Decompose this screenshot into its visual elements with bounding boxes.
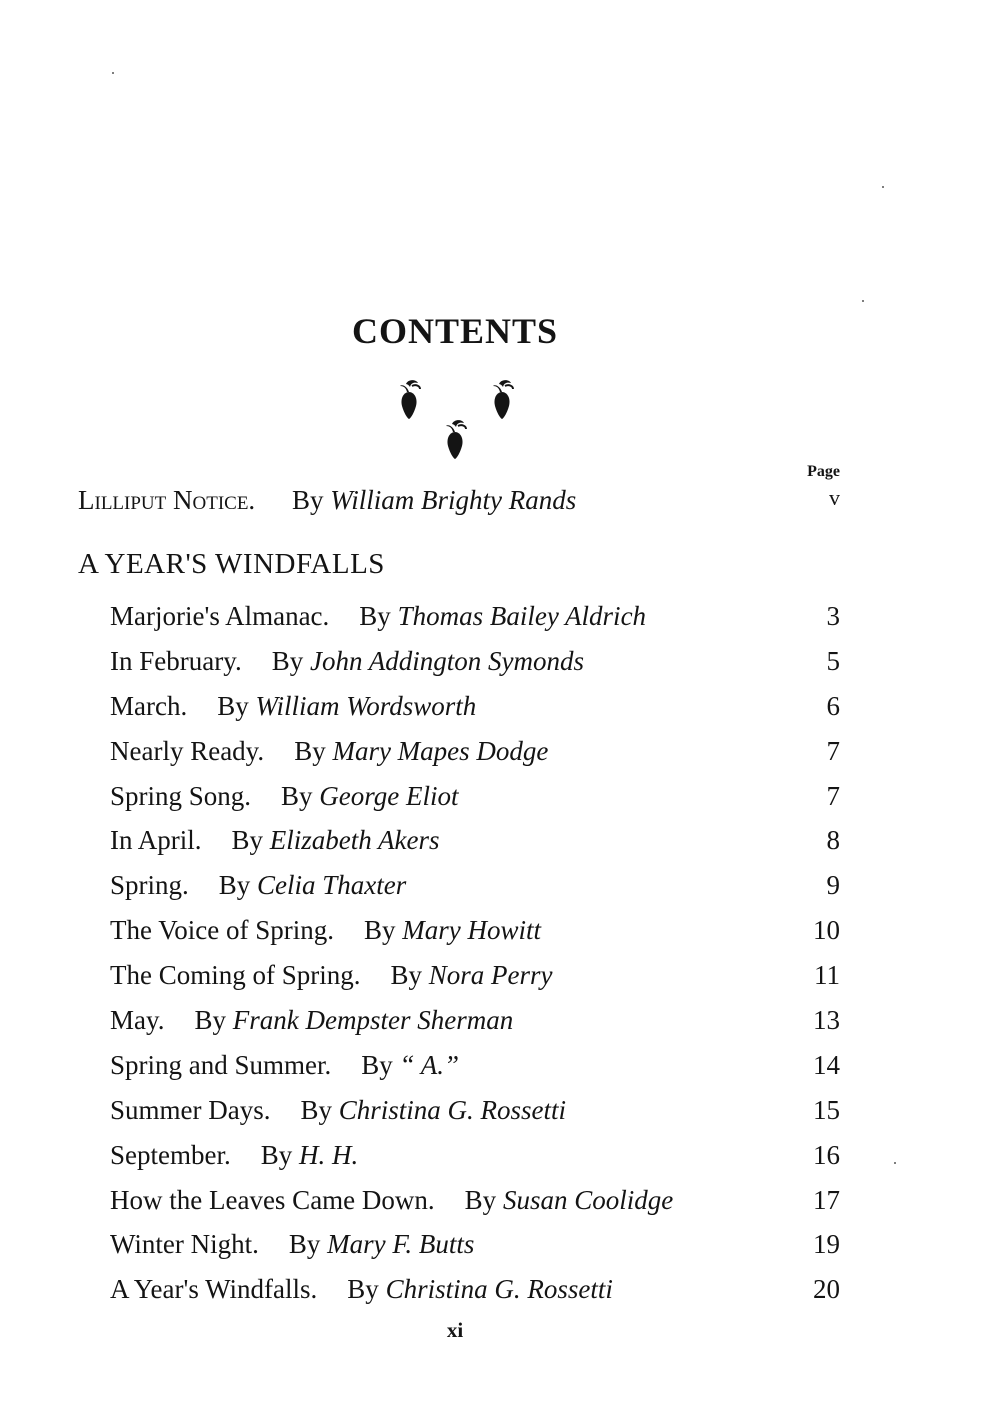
entry-page: 9 (826, 870, 840, 901)
entry-page: 20 (813, 1274, 840, 1305)
contents-entry (110, 731, 840, 776)
entry-author: Mary F. Butts (327, 1229, 475, 1260)
scan-speck (112, 72, 114, 74)
entry-title: September. (110, 1139, 231, 1170)
entry-author: Elizabeth Akers (269, 825, 440, 856)
scan-speck (862, 300, 864, 302)
entry-title: In February. (110, 645, 242, 676)
entry-by: By (300, 1094, 332, 1125)
section-heading: A YEAR'S WINDFALLS (78, 548, 385, 580)
entry-author: H. H. (299, 1139, 359, 1170)
contents-entry (110, 1090, 840, 1135)
page-folio: xi (446, 1318, 464, 1342)
entry-title: Spring Song. (110, 780, 252, 811)
entry-by: By (390, 960, 423, 991)
entry-title: A Year's Windfalls. (110, 1274, 318, 1305)
contents-entry (110, 955, 840, 1000)
page-title: CONTENTS (351, 311, 559, 351)
scan-speck (894, 1162, 896, 1164)
entry-by: By (281, 780, 313, 811)
contents-entry (110, 865, 840, 910)
entry-title: March. (110, 690, 188, 721)
leaf-fleuron-icon (394, 378, 424, 420)
entry-page: 17 (813, 1184, 840, 1215)
entry-by: By (194, 1005, 227, 1036)
entry-by: By (464, 1184, 497, 1215)
entry-author: “ A.” (399, 1049, 460, 1080)
entry-author: Christina G. Rossetti (385, 1274, 613, 1305)
entry-author: John Addington Symonds (309, 645, 584, 676)
entry-author: Christina G. Rossetti (338, 1094, 567, 1125)
leaf-fleuron-icon (440, 418, 470, 460)
entry-author: Nora Perry (428, 960, 553, 991)
entry-title: Lilliput Notice. (78, 485, 256, 515)
entry-page: 5 (826, 645, 840, 676)
entry-author: Mary Mapes Dodge (332, 735, 549, 766)
entry-title: Summer Days. (110, 1094, 271, 1125)
contents-entry (110, 1180, 840, 1225)
entry-author: Frank Dempster Sherman (232, 1005, 514, 1036)
page-column-label: Page (807, 463, 840, 480)
contents-entry (110, 596, 840, 641)
contents-entry (110, 1224, 840, 1269)
entry-page: v (829, 485, 840, 510)
entry-by: By (291, 485, 324, 515)
entry-by: By (359, 601, 391, 631)
entry-author: George Eliot (319, 780, 459, 811)
contents-entry (110, 910, 840, 955)
entry-page: 11 (814, 960, 840, 991)
entry-by: By (288, 1229, 321, 1260)
contents-entry (110, 820, 840, 865)
entry-page: 19 (813, 1229, 840, 1260)
entry-by: By (231, 825, 264, 856)
entry-by: By (218, 870, 251, 901)
entry-by: By (217, 690, 249, 721)
leaf-fleuron-icon (487, 378, 517, 420)
entry-title: Marjorie's Almanac. (110, 601, 330, 631)
entry-title: The Voice of Spring. (110, 915, 334, 946)
entry-author: William Brighty Rands (330, 485, 577, 515)
entry-title: Spring. (110, 870, 189, 901)
entry-page: 10 (813, 915, 840, 946)
entry-by: By (294, 735, 326, 766)
entry-title: Spring and Summer. (110, 1049, 332, 1080)
entry-page: 15 (813, 1094, 840, 1125)
entry-author: Susan Coolidge (502, 1184, 674, 1215)
entry-author: Thomas Bailey Aldrich (397, 601, 647, 631)
entry-page: 13 (813, 1005, 840, 1036)
contents-entry (110, 1269, 840, 1314)
entry-author: William Wordsworth (255, 690, 477, 721)
entry-author: Celia Thaxter (257, 870, 407, 901)
entry-page: 8 (826, 825, 840, 856)
contents-entry (110, 686, 840, 731)
entry-page: 6 (826, 690, 840, 721)
contents-entry (110, 641, 840, 686)
contents-entry (110, 776, 840, 821)
entry-by: By (347, 1274, 379, 1305)
entry-page: 14 (813, 1049, 840, 1080)
contents-entry (110, 1045, 840, 1090)
entry-by: By (271, 645, 304, 676)
entry-author: Mary Howitt (402, 915, 541, 946)
entry-page: 7 (826, 780, 840, 811)
entry-title: In April. (110, 825, 202, 856)
entry-by: By (260, 1139, 293, 1170)
contents-list (110, 596, 840, 1314)
entry-title: May. (110, 1005, 165, 1036)
contents-entry (110, 1135, 840, 1180)
scan-speck (882, 186, 884, 188)
entry-title: Nearly Ready. (110, 735, 265, 766)
contents-entry (110, 1000, 840, 1045)
entry-page: 16 (813, 1139, 840, 1170)
entry-title: Winter Night. (110, 1229, 259, 1260)
front-matter-entry (78, 485, 840, 527)
entry-by: By (363, 915, 396, 946)
entry-page: 7 (826, 735, 840, 766)
entry-by: By (361, 1049, 393, 1080)
entry-title: The Coming of Spring. (110, 960, 361, 991)
entry-title: How the Leaves Came Down. (110, 1184, 435, 1215)
entry-page: 3 (826, 601, 840, 631)
